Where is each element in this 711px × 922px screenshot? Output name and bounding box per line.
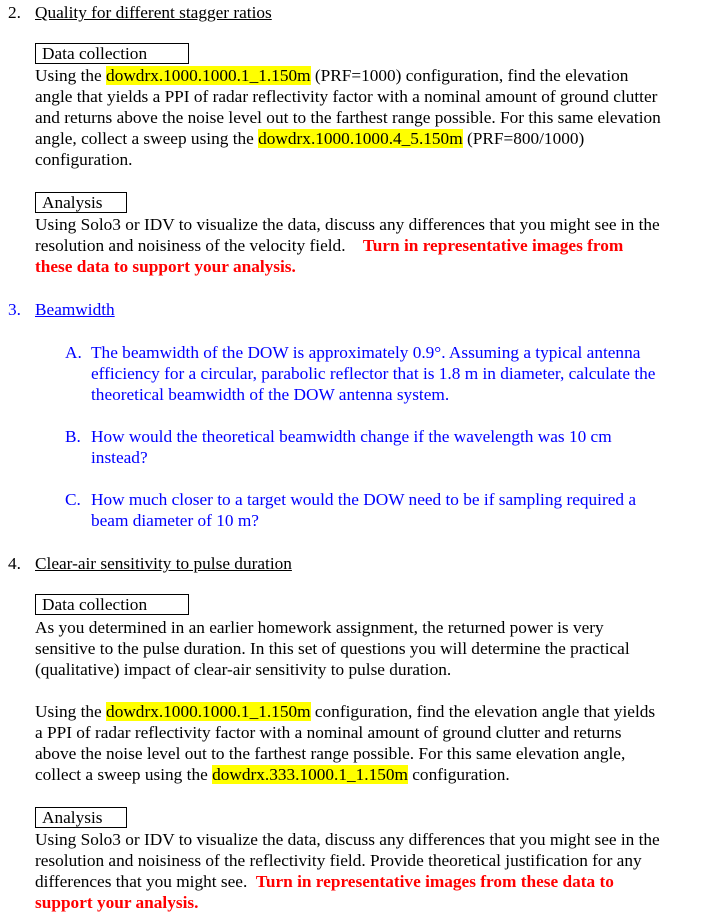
analysis-label: Analysis xyxy=(35,807,127,828)
paragraph-line: sensitive to the pulse duration. In this set of questions you will determine the practical xyxy=(35,639,630,658)
list-marker: B. xyxy=(65,427,81,446)
config-highlight: dowdrx.333.1000.1_1.150m xyxy=(212,765,408,784)
instruction-emphasis: support your analysis. xyxy=(35,893,199,912)
paragraph-line: Using Solo3 or IDV to visualize the data, discuss any differences that you might see in the xyxy=(35,830,660,849)
section-title: Quality for different stagger ratios xyxy=(35,3,272,22)
question-line: The beamwidth of the DOW is approximately 0.9°. Assuming a typical antenna xyxy=(91,343,641,362)
text: resolution and noisiness of the velocity field. xyxy=(35,236,363,255)
paragraph-line xyxy=(35,871,614,892)
text: collect a sweep using the xyxy=(35,765,213,784)
instruction-emphasis: Turn in representative images from xyxy=(362,236,624,255)
question-line: How much closer to a target would the DOW need to be if sampling required a xyxy=(91,490,637,509)
list-marker: A. xyxy=(65,343,82,362)
text: Using the xyxy=(35,702,107,721)
text: (PRF=1000) configuration, find the elevation xyxy=(310,66,629,85)
paragraph-line xyxy=(35,65,628,86)
question-line: beam diameter of 10 m? xyxy=(91,511,259,530)
section-title: Beamwidth xyxy=(35,300,115,319)
paragraph-line: a PPI of radar reflectivity factor with a nominal amount of ground clutter and returns xyxy=(35,723,622,742)
question-line: instead? xyxy=(91,448,148,467)
question-line: efficiency for a circular, parabolic reflector that is 1.8 m in diameter, calculate the xyxy=(91,364,656,383)
section-number: 3. xyxy=(8,300,21,319)
paragraph-line xyxy=(35,701,655,722)
section-number: 2. xyxy=(8,3,21,22)
instruction-emphasis: these data to support your analysis. xyxy=(35,257,296,276)
paragraph-line: As you determined in an earlier homework assignment, the returned power is very xyxy=(35,618,604,637)
text: configuration, find the elevation angle that yields xyxy=(310,702,656,721)
text: configuration. xyxy=(407,765,510,784)
section-title: Clear-air sensitivity to pulse duration xyxy=(35,554,292,573)
paragraph-line xyxy=(35,235,623,256)
paragraph-line: Using Solo3 or IDV to visualize the data, discuss any differences that you might see in the xyxy=(35,215,660,234)
text: differences that you might see. xyxy=(35,872,256,891)
paragraph-line: resolution and noisiness of the reflectivity field. Provide theoretical justification for any xyxy=(35,851,642,870)
question-line: How would the theoretical beamwidth change if the wavelength was 10 cm xyxy=(91,427,612,446)
instruction-emphasis: Turn in representative images from these data to xyxy=(255,872,614,891)
paragraph-line: angle that yields a PPI of radar reflectivity factor with a nominal amount of ground clutter xyxy=(35,87,658,106)
question-line: theoretical beamwidth of the DOW antenna system. xyxy=(91,385,450,404)
paragraph-line xyxy=(35,764,510,785)
paragraph-line xyxy=(35,128,584,149)
config-highlight: dowdrx.1000.1000.4_5.150m xyxy=(258,129,463,148)
section-number: 4. xyxy=(8,554,21,573)
list-marker: C. xyxy=(65,490,81,509)
paragraph-line: above the noise level out to the farthest range possible. For this same elevation angle, xyxy=(35,744,626,763)
data-collection-label: Data collection xyxy=(35,43,189,64)
paragraph-line: (qualitative) impact of clear-air sensitivity to pulse duration. xyxy=(35,660,452,679)
analysis-label: Analysis xyxy=(35,192,127,213)
text: angle, collect a sweep using the xyxy=(35,129,259,148)
paragraph-line: configuration. xyxy=(35,150,133,169)
text: (PRF=800/1000) xyxy=(462,129,585,148)
config-highlight: dowdrx.1000.1000.1_1.150m xyxy=(106,66,311,85)
config-highlight: dowdrx.1000.1000.1_1.150m xyxy=(106,702,311,721)
data-collection-label: Data collection xyxy=(35,594,189,615)
text: Using the xyxy=(35,66,107,85)
paragraph-line: and returns above the noise level out to the farthest range possible. For this same elevation xyxy=(35,108,661,127)
